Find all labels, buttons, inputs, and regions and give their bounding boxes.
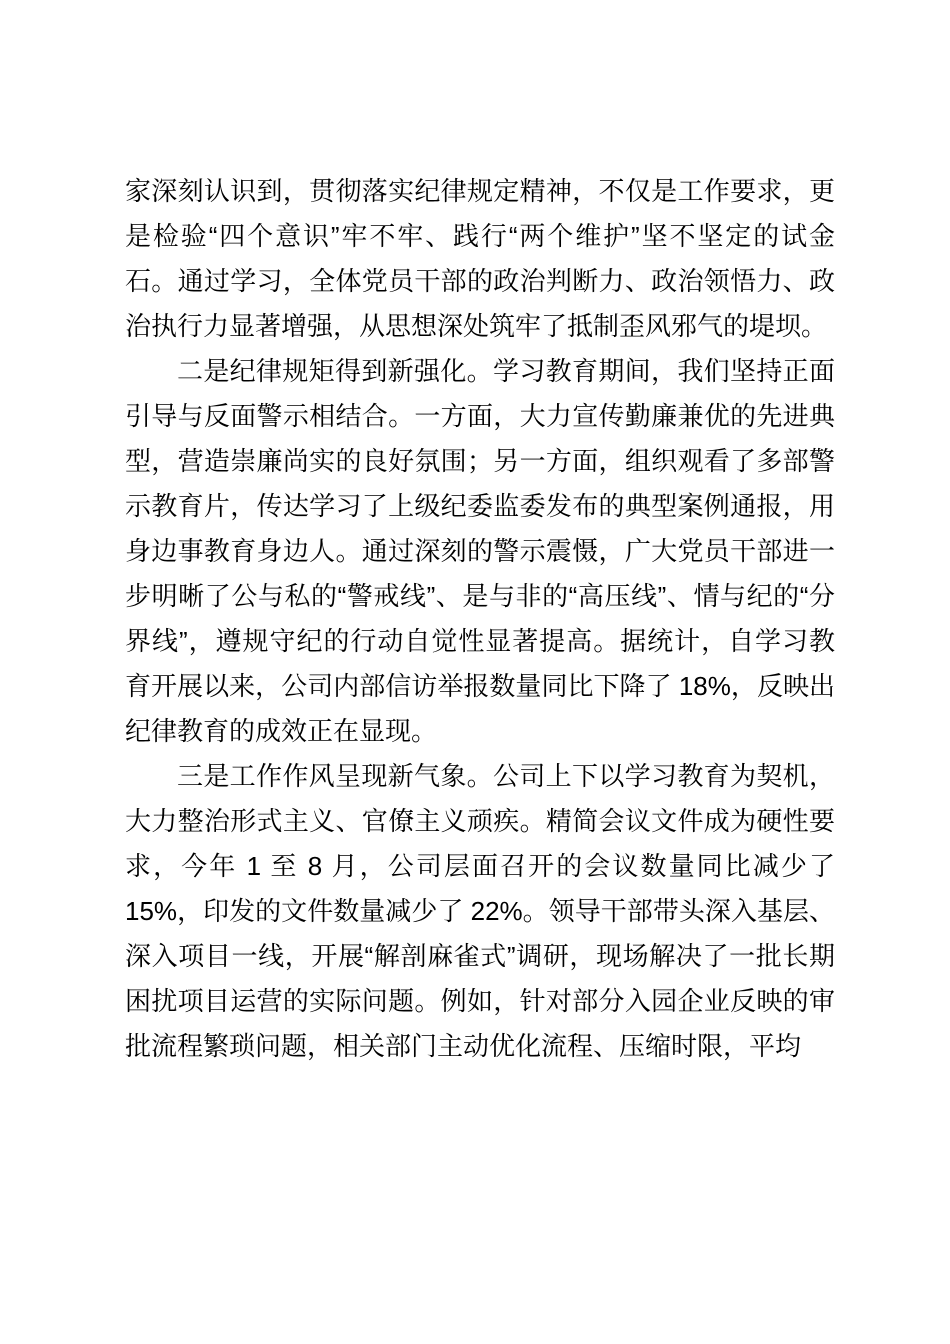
body-paragraph-2: 二是纪律规矩得到新强化。学习教育期间，我们坚持正面引导与反面警示相结合。一方面，大力宣传勤廉兼优的先进典型，营造崇廉尚实的良好氛围；另一方面，组织观看了多部警示教育片，传达学习了上级纪委监委发布的典型案例通报，用身边事教育身边人。通过深刻的警示震慑，广大党员干部进一步明晰了公与私的“警戒线”、是与非的“高压线”、情与纪的“分界线”，遵规守纪的行动自觉性显著提高。据统计，自学习教育开展以来，公司内部信访举报数量同比下降了 18%，反映出纪律教育的成效正在显现。 [125, 356, 835, 746]
body-paragraph-1: 家深刻认识到，贯彻落实纪律规定精神，不仅是工作要求，更是检验“四个意识”牢不牢、践行“两个维护”坚不坚定的试金石。通过学习，全体党员干部的政治判断力、政治领悟力、政治执行力显著增强，从思想深处筑牢了抵制歪风邪气的堤坝。 [125, 176, 835, 341]
document-body [125, 169, 835, 1069]
body-paragraph-3: 三是工作作风呈现新气象。公司上下以学习教育为契机，大力整治形式主义、官僚主义顽疾。精简会议文件成为硬性要求，今年 1 至 8 月，公司层面召开的会议数量同比减少了 15%，印发的文件数量减少了 22%。领导干部带头深入基层、深入项目一线，开展“解剖麻雀式”调研，现场解决了一批长期困扰项目运营的实际问题。例如，针对部分入园企业反映的审批流程繁琐问题，相关部门主动优化流程、压缩时限，平均 [125, 761, 835, 1061]
